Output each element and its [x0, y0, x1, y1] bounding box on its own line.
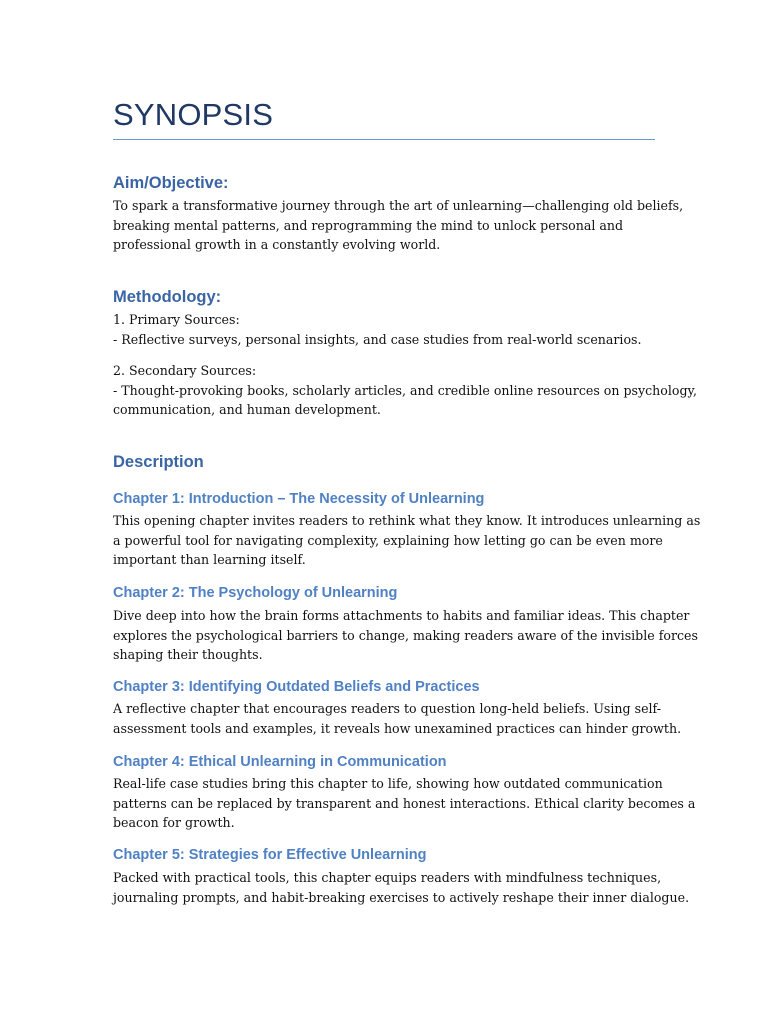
text-line: 1. Primary Sources: — [113, 312, 240, 327]
secondary-sources-paragraph — [113, 361, 697, 420]
aim-heading: Aim/Objective: — [113, 174, 229, 192]
chapter-1-summary — [113, 511, 701, 570]
text-line: assessment tools and examples, it reveals how unexamined practices can hinder growth. — [113, 720, 682, 736]
text-line: explores the psychological barriers to change, making readers aware of the invisible forces — [113, 627, 698, 643]
chapter-1-title: Chapter 1: Introduction – The Necessity of Unlearning — [113, 491, 485, 507]
text-line: Packed with practical tools, this chapter equips readers with mindfulness techniques, — [113, 870, 662, 885]
text-line: - Thought-provoking books, scholarly articles, and credible online resources on psychology, — [113, 382, 697, 398]
chapter-3-summary — [113, 699, 682, 738]
text-line: A reflective chapter that encourages readers to question long-held beliefs. Using self- — [113, 701, 662, 716]
text-line: To spark a transformative journey through the art of unlearning—challenging old beliefs, — [113, 198, 684, 213]
methodology-heading: Methodology: — [113, 288, 222, 306]
chapter-5-summary — [113, 868, 690, 907]
text-line: important than learning itself. — [113, 552, 306, 567]
text-line: This opening chapter invites readers to rethink what they know. It introduces unlearning as — [113, 513, 701, 528]
title-divider — [113, 139, 655, 140]
chapter-2-title: Chapter 2: The Psychology of Unlearning — [113, 585, 398, 601]
primary-sources-paragraph — [113, 310, 658, 349]
text-line: Real-life case studies bring this chapter to life, showing how outdated communication — [113, 776, 663, 791]
text-line: breaking mental patterns, and reprogramming the mind to unlock personal and — [113, 217, 624, 233]
chapter-4-summary — [113, 774, 696, 833]
text-line: shaping their thoughts. — [113, 647, 263, 662]
text-line: Dive deep into how the brain forms attachments to habits and familiar ideas. This chapter — [113, 608, 690, 623]
chapter-3-title: Chapter 3: Identifying Outdated Beliefs and Practices — [113, 679, 480, 695]
text-line: patterns can be replaced by transparent and honest interactions. Ethical clarity becomes a — [113, 795, 696, 811]
aim-paragraph — [113, 196, 684, 255]
text-line: communication, and human development. — [113, 402, 381, 417]
text-line: a powerful tool for navigating complexity, explaining how letting go can be even more — [113, 532, 663, 548]
text-line: journaling prompts, and habit-breaking exercises to actively reshape their inner dialogue. — [113, 889, 690, 905]
page-title: SYNOPSIS — [113, 97, 274, 132]
description-heading: Description — [113, 453, 204, 471]
text-line: professional growth in a constantly evolving world. — [113, 237, 441, 252]
chapter-5-title: Chapter 5: Strategies for Effective Unlearning — [113, 847, 427, 863]
chapter-2-summary — [113, 606, 698, 665]
text-line: - Reflective surveys, personal insights, and case studies from real-world scenarios. — [113, 331, 642, 347]
chapter-4-title: Chapter 4: Ethical Unlearning in Communication — [113, 754, 447, 770]
text-line: 2. Secondary Sources: — [113, 363, 257, 378]
text-line: beacon for growth. — [113, 815, 235, 830]
